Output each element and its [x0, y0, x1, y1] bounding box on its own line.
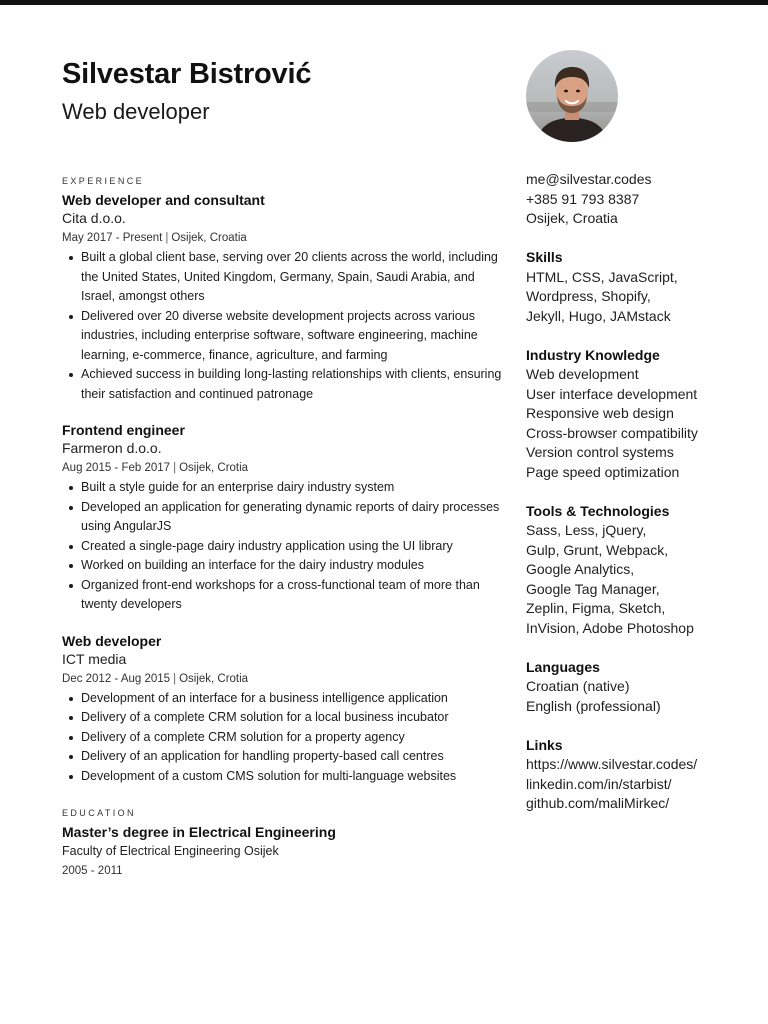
job-meta [62, 669, 502, 689]
meta-separator: | [173, 462, 177, 474]
job-location: Osijek, Crotia [179, 672, 249, 685]
phone-number[interactable]: +385 91 793 8387 [526, 190, 640, 207]
contact-section [526, 170, 746, 229]
tools-line: Sass, Less, jQuery, [526, 522, 647, 538]
profile-photo [526, 50, 618, 142]
tools-line: InVision, Adobe Photoshop [526, 619, 694, 636]
linkedin-link[interactable]: linkedin.com/in/starbist/ [526, 775, 672, 792]
job-meta [62, 458, 502, 478]
candidate-name: Silvestar Bistrović [62, 58, 312, 90]
list-item: Achieved success in building long-lasting relationships with clients, ensuring their satisfaction and continued patronage [62, 365, 502, 404]
education-section [62, 807, 502, 881]
language-item: English (professional) [526, 697, 661, 714]
job-location: Osijek, Crotia [179, 462, 249, 474]
languages-section [526, 658, 746, 717]
list-item: Delivery of a complete CRM solution for a local business incubator [62, 708, 502, 728]
languages-heading: Languages [526, 658, 600, 675]
job-location: Osijek, Croatia [171, 232, 247, 244]
tools-line: Google Tag Manager, [526, 580, 660, 597]
list-item: Delivery of an application for handling property-based call centres [62, 747, 502, 767]
meta-separator: | [165, 232, 169, 244]
job-period: Aug 2015 - Feb 2017 [62, 462, 171, 474]
list-item: Development of a custom CMS solution for multi-language websites [62, 767, 502, 787]
main-column [62, 175, 502, 881]
job-entry [62, 421, 502, 615]
industry-item: Page speed optimization [526, 463, 680, 480]
job-company: Cita d.o.o. [62, 210, 126, 226]
job-period: May 2017 - Present [62, 232, 163, 244]
links-heading: Links [526, 736, 563, 753]
skills-line: HTML, CSS, JavaScript, [526, 268, 678, 285]
job-company: ICT media [62, 650, 127, 667]
industry-item: Web development [526, 366, 639, 382]
tools-heading: Tools & Technologies [526, 502, 670, 519]
list-item: Created a single-page dairy industry application using the UI library [62, 537, 502, 557]
meta-separator: | [173, 672, 177, 685]
contact-location: Osijek, Croatia [526, 210, 618, 226]
degree-title: Master’s degree in Electrical Engineering [62, 824, 336, 840]
job-company: Farmeron d.o.o. [62, 440, 162, 456]
list-item: Worked on building an interface for the dairy industry modules [62, 556, 502, 576]
school-name: Faculty of Electrical Engineering Osijek [62, 844, 279, 858]
experience-label: EXPERIENCE [62, 176, 145, 186]
candidate-role: Web developer [62, 99, 210, 124]
language-item: Croatian (native) [526, 678, 630, 694]
job-bullets [62, 248, 502, 404]
skills-section [526, 248, 746, 326]
list-item: Developed an application for generating dynamic reports of dairy processes using AngularJS [62, 498, 502, 537]
list-item: Development of an interface for a business intelligence application [62, 689, 502, 709]
tools-line: Google Analytics, [526, 561, 635, 577]
list-item: Delivered over 20 diverse website development projects across various industries, including enterprise software, software engineering, machine learning, e-commerce, finance, agriculture, and farming [62, 307, 502, 366]
skills-line: Jekyll, Hugo, JAMstack [526, 307, 671, 324]
industry-section [526, 346, 746, 483]
list-item: Organized front-end workshops for a cross-functional team of more than twenty developers [62, 576, 502, 615]
top-bar [0, 0, 768, 5]
skills-heading: Skills [526, 249, 563, 265]
job-title: Frontend engineer [62, 422, 185, 438]
github-link[interactable]: github.com/maliMirkec/ [526, 795, 670, 811]
website-link[interactable]: https://www.silvestar.codes/ [526, 756, 698, 772]
list-item: Built a global client base, serving over 20 clients across the world, including the United States, United Kingdom, Germany, Spain, Saudi Arabia, and Israel, amongst others [62, 248, 502, 307]
job-entry [62, 632, 502, 787]
job-title: Web developer [62, 632, 162, 649]
industry-item: Version control systems [526, 444, 674, 460]
tools-line: Gulp, Grunt, Webpack, [526, 541, 669, 558]
job-bullets [62, 478, 502, 615]
industry-heading: Industry Knowledge [526, 346, 660, 363]
sidebar-column [526, 170, 746, 814]
industry-item: Cross-browser compatibility [526, 424, 698, 441]
job-meta [62, 228, 502, 248]
list-item: Built a style guide for an enterprise dairy industry system [62, 478, 502, 498]
education-label: EDUCATION [62, 808, 136, 818]
job-period: Dec 2012 - Aug 2015 [62, 672, 171, 685]
job-title: Web developer and consultant [62, 192, 265, 208]
industry-item: Responsive web design [526, 405, 674, 421]
skills-line: Wordpress, Shopify, [526, 288, 651, 304]
tools-section [526, 502, 746, 639]
email-link[interactable]: me@silvestar.codes [526, 171, 652, 187]
tools-line: Zeplin, Figma, Sketch, [526, 600, 666, 616]
education-years: 2005 - 2011 [62, 865, 123, 877]
list-item: Delivery of a complete CRM solution for a property agency [62, 728, 502, 748]
job-entry [62, 191, 502, 404]
links-section [526, 736, 746, 814]
job-bullets [62, 689, 502, 787]
industry-item: User interface development [526, 385, 698, 402]
